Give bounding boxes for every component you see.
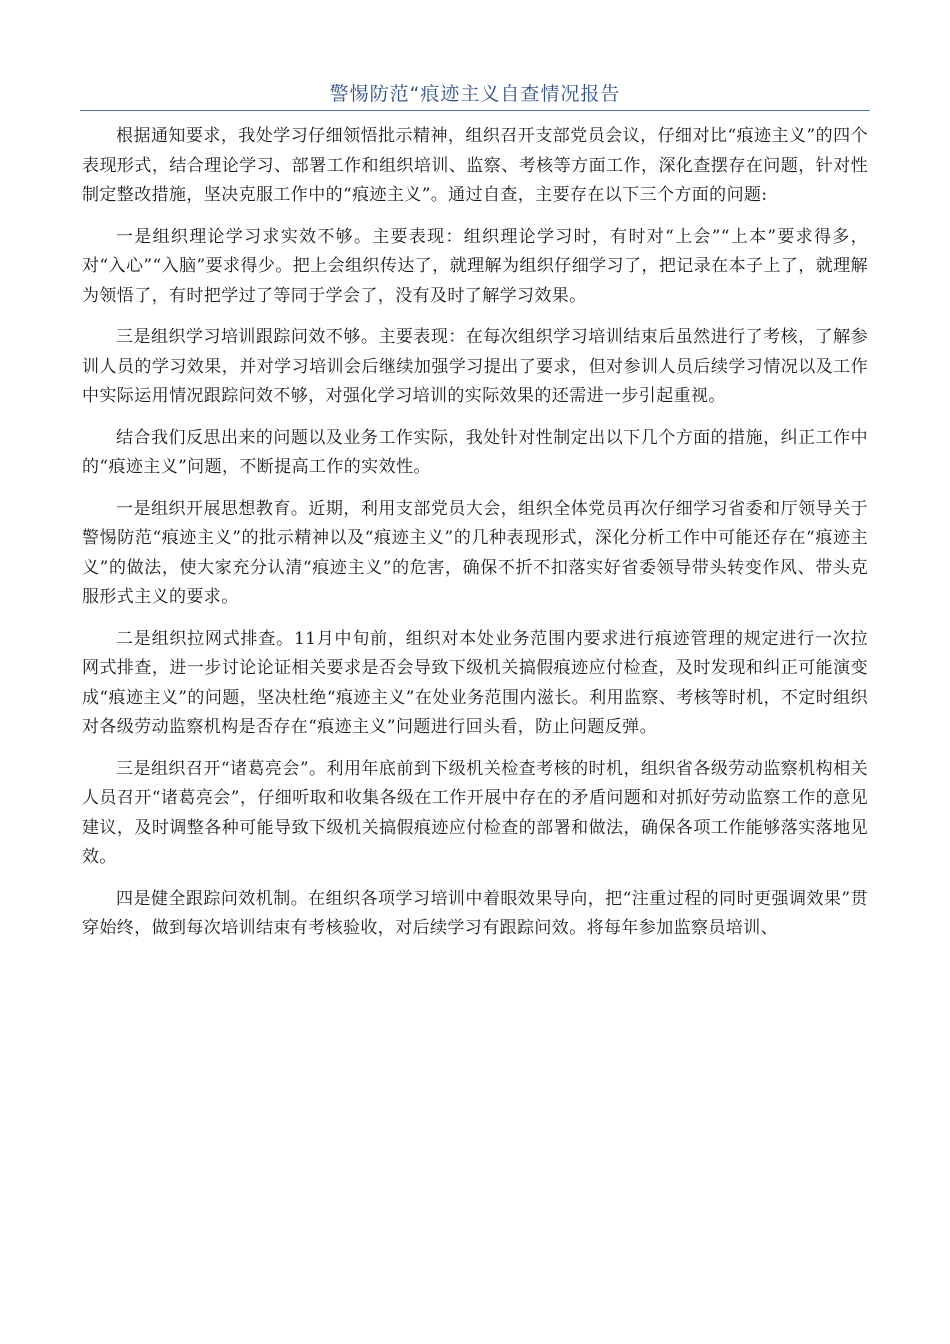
document-body	[82, 122, 868, 956]
paragraph-measure-2: 二是组织拉网式排查。11月中旬前，组织对本处业务范围内要求进行痕迹管理的规定进行一次拉网式排查，进一步讨论论证相关要求是否会导致下级机关搞假痕迹应付检查，及时发现和纠正可能演变成“痕迹主义”的问题，坚决杜绝“痕迹主义”在处业务范围内滋长。利用监察、考核等时机，不定时组织对各级劳动监察机构是否存在“痕迹主义”问题进行回头看，防止问题反弹。	[82, 628, 868, 737]
paragraph-problem-3: 三是组织学习培训跟踪问效不够。主要表现：在每次组织学习培训结束后虽然进行了考核，了解参训人员的学习效果，并对学习培训会后继续加强学习提出了要求，但对参训人员后续学习情况以及工作中实际运用情况跟踪问效不够，对强化学习培训的实际效果的还需进一步引起重视。	[82, 327, 868, 406]
title-underline	[80, 110, 870, 111]
paragraph-intro: 根据通知要求，我处学习仔细领悟批示精神，组织召开支部党员会议，仔细对比“痕迹主义”的四个表现形式，结合理论学习、部署工作和组织培训、监察、考核等方面工作，深化查摆存在问题，针对性制定整改措施，坚决克服工作中的“痕迹主义”。通过自查，主要存在以下三个方面的问题:	[82, 126, 868, 205]
paragraph-problem-1: 一是组织理论学习求实效不够。主要表现：组织理论学习时，有时对“上会”“上本”要求得多，对“入心”“入脑”要求得少。把上会组织传达了，就理解为组织仔细学习了，把记录在本子上了，就理解为领悟了，有时把学过了等同于学会了，没有及时了解学习效果。	[82, 226, 868, 306]
paragraph-measures-intro: 结合我们反思出来的问题以及业务工作实际，我处针对性制定出以下几个方面的措施，纠正工作中的“痕迹主义”问题，不断提高工作的实效性。	[82, 427, 868, 477]
paragraph-measure-1: 一是组织开展思想教育。近期，利用支部党员大会，组织全体党员再次仔细学习省委和厅领导关于警惕防范“痕迹主义”的批示精神以及“痕迹主义”的几种表现形式，深化分析工作中可能还存在“痕迹主义”的做法，使大家充分认清“痕迹主义”的危害，确保不折不扣落实好省委领导带头转变作风、带头克服形式主义的要求。	[82, 498, 868, 607]
document-title: 警惕防范“痕迹主义自查情况报告	[329, 83, 621, 105]
paragraph-measure-4: 四是健全跟踪问效机制。在组织各项学习培训中着眼效果导向，把“注重过程的同时更强调效果”贯穿始终，做到每次培训结束有考核验收，对后续学习有跟踪问效。将每年参加监察员培训、	[82, 888, 868, 938]
paragraph-measure-3: 三是组织召开“诸葛亮会”。利用年底前到下级机关检查考核的时机，组织省各级劳动监察机构相关人员召开“诸葛亮会”，仔细听取和收集各级在工作开展中存在的矛盾问题和对抓好劳动监察工作的意见建议，及时调整各种可能导致下级机关搞假痕迹应付检查的部署和做法，确保各项工作能够落实落地见效。	[82, 758, 868, 867]
